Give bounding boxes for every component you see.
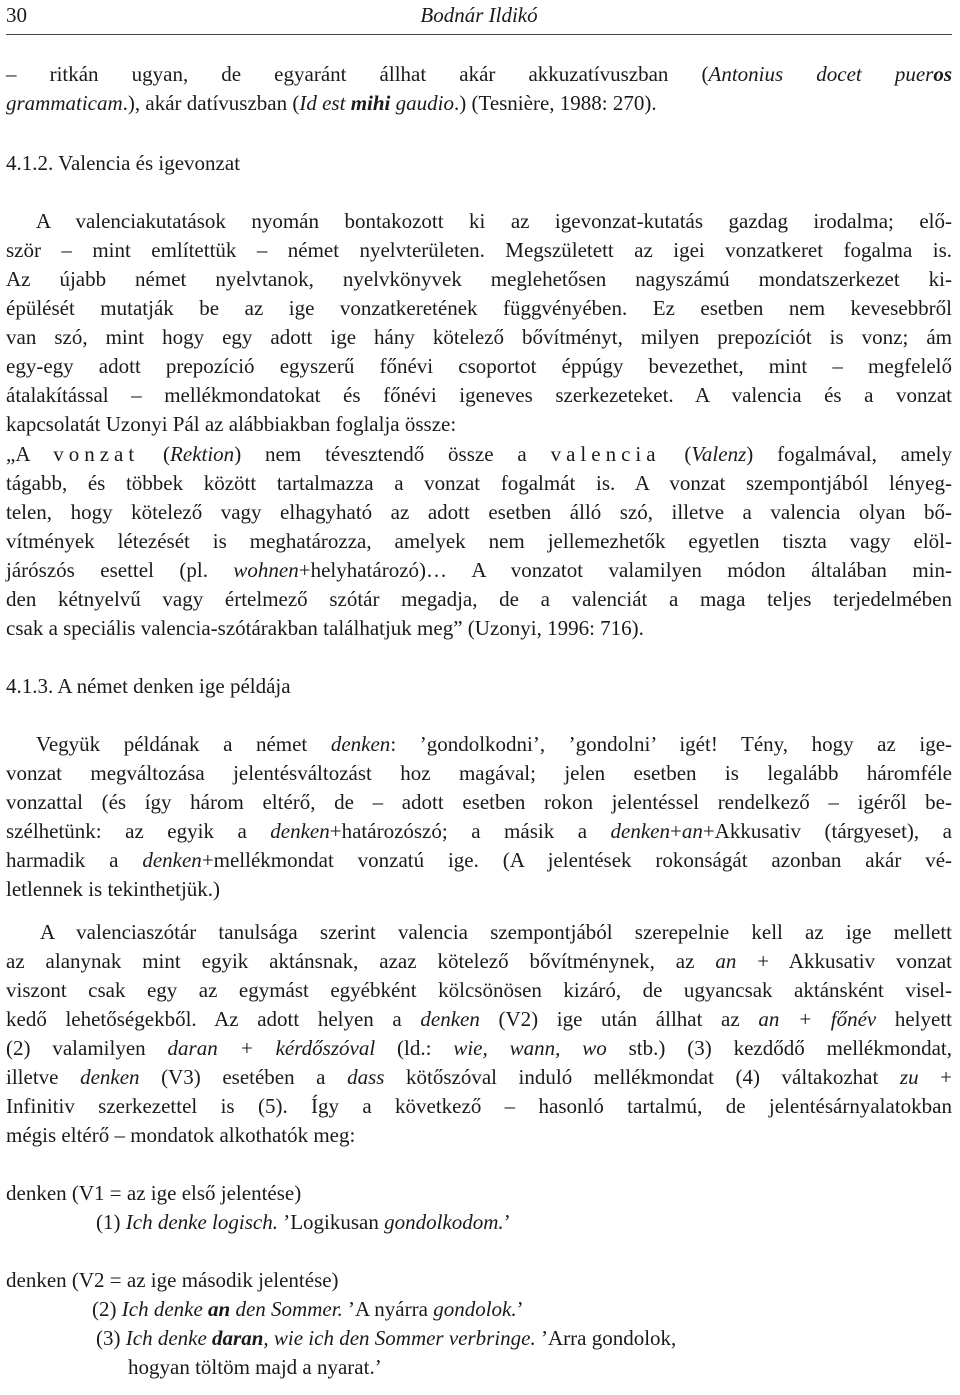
- body-line: (2) valamilyen daran + kérdőszóval (ld.: wie, wann, wo stb.) (3) kezdődő mellékmondat,: [6, 1036, 952, 1060]
- body-line: A valenciaszótár tanulsága szerint valencia szempontjából szerepelnie kell az ige mellett: [40, 920, 952, 944]
- example-item-continuation: hogyan töltöm majd a nyarat.’: [128, 1355, 382, 1379]
- section-heading: 4.1.3. A német denken ige példája: [6, 674, 291, 698]
- quote-line: járószós esettel (pl. wohnen+helyhatározó)… A vonzatot valamilyen módon általában min-: [6, 558, 952, 582]
- quote-line: csak a speciális valencia-szótárakban találhatjuk meg” (Uzonyi, 1996: 716).: [6, 616, 644, 640]
- body-line: A valenciakutatások nyomán bontakozott ki az igevonzat-kutatás gazdag irodalma; elő-: [36, 209, 952, 233]
- body-line: kedő lehetőségekből. Az adott helyen a denken (V2) ige után állhat az an + főnév helyett: [6, 1007, 952, 1031]
- body-line: vonzat megváltozása jelentésváltozást hoz magával; jelen esetben is legalább háromféle: [6, 761, 952, 785]
- quote-line: telen, hogy kötelező vagy elhagyható az adott esetben álló szó, illetve a valencia olyan bő-: [6, 500, 952, 524]
- example-item: (2) Ich denke an den Sommer. ’A nyárra gondolok.’: [92, 1297, 524, 1321]
- example-item: (1) Ich denke logisch. ’Logikusan gondolkodom.’: [96, 1210, 511, 1234]
- body-line: – ritkán ugyan, de egyaránt állhat akár akkuzatívuszban (Antonius docet pueros: [6, 62, 952, 86]
- page-header: [6, 2, 952, 30]
- section-heading: 4.1.2. Valencia és igevonzat: [6, 151, 241, 175]
- example-heading: denken (V1 = az ige első jelentése): [6, 1181, 302, 1205]
- body-line: mégis eltérő – mondatok alkothatók meg:: [6, 1123, 356, 1147]
- body-line: illetve denken (V3) esetében a dass kötőszóval induló mellékmondat (4) váltakozhat zu +: [6, 1065, 953, 1089]
- body-line: az alanynak mint egyik aktánsnak, azaz kötelező bővítménynek, az an + Akkusativ vonzat: [6, 949, 952, 973]
- body-line: Vegyük példának a német denken: ’gondolkodni’, ’gondolni’ igét! Tény, hogy az ige-: [36, 732, 953, 756]
- body-line: Infinitiv szerkezettel is (5). Így a következő – hasonló tartalmú, de jelentésárnyalatokban: [6, 1094, 952, 1118]
- body-line: ször – mint említettük – német nyelvterületen. Megszületett az igei vonzatkeret fogalma is.: [6, 238, 952, 262]
- quote-line: vítmények létezését is meghatározza, amelyek nem jellemezhetők egyetlen tiszta vagy elöl-: [6, 529, 952, 553]
- quote-line: tágabb, és többek között tartalmazza a vonzat fogalmát is. A vonzat szempontjából lényeg-: [6, 471, 952, 495]
- running-head: Bodnár Ildikó: [420, 3, 538, 27]
- body-line: vonzattal (és így három eltérő, de – adott esetben rokon jelentéssel rendelkező – igéről be-: [6, 790, 952, 814]
- quote-line: den kétnyelvű vagy értelmező szótár megadja, de a valenciát a maga teljes terjedelmében: [6, 587, 952, 611]
- body-line: szélhetünk: az egyik a denken+határozószó; a másik a denken+an+Akkusativ (tárgyeset), a: [6, 819, 952, 843]
- body-line: épülését mutatják be az ige vonzatkeretének függvényében. Ez esetben nem kevesebbről: [6, 296, 952, 320]
- body-line: kapcsolatát Uzonyi Pál az alábbiakban foglalja össze:: [6, 412, 457, 436]
- header-rule: [6, 34, 952, 35]
- body-line: egy-egy adott prepozíció egyszerű főnévi csoportot éppúgy bevezethet, mint – megfelelő: [6, 354, 952, 378]
- body-line: harmadik a denken+mellékmondat vonzatú ige. (A jelentések rokonságát azonban akár vé-: [6, 848, 953, 872]
- body-line: viszont csak egy az egymást egyébként kölcsönösen kizáró, de ugyancsak aktánsként visel-: [6, 978, 952, 1002]
- body-line: letlennek is tekinthetjük.): [6, 877, 221, 901]
- body-line: Az újabb német nyelvtanok, nyelvkönyvek meglehetősen nagyszámú mondatszerkezet ki-: [6, 267, 952, 291]
- body-line: van szó, mint hogy egy adott ige hány kötelező bővítményt, milyen prepozíciót is vonz; ám: [6, 325, 952, 349]
- quote-line: „A vonzat (Rektion) nem tévesztendő össze a valencia (Valenz) fogalmával, amely: [6, 442, 952, 466]
- page-number: 30: [6, 3, 27, 27]
- body-line: grammaticam.), akár datívuszban (Id est mihi gaudio.) (Tesnière, 1988: 270).: [6, 91, 657, 115]
- body-line: átalakítással – mellékmondatokat és főnévi igeneves szerkezeteket. A valencia és a vonzat: [6, 383, 952, 407]
- example-item: (3) Ich denke daran, wie ich den Sommer verbringe. ’Arra gondolok,: [96, 1326, 677, 1350]
- example-heading: denken (V2 = az ige második jelentése): [6, 1268, 339, 1292]
